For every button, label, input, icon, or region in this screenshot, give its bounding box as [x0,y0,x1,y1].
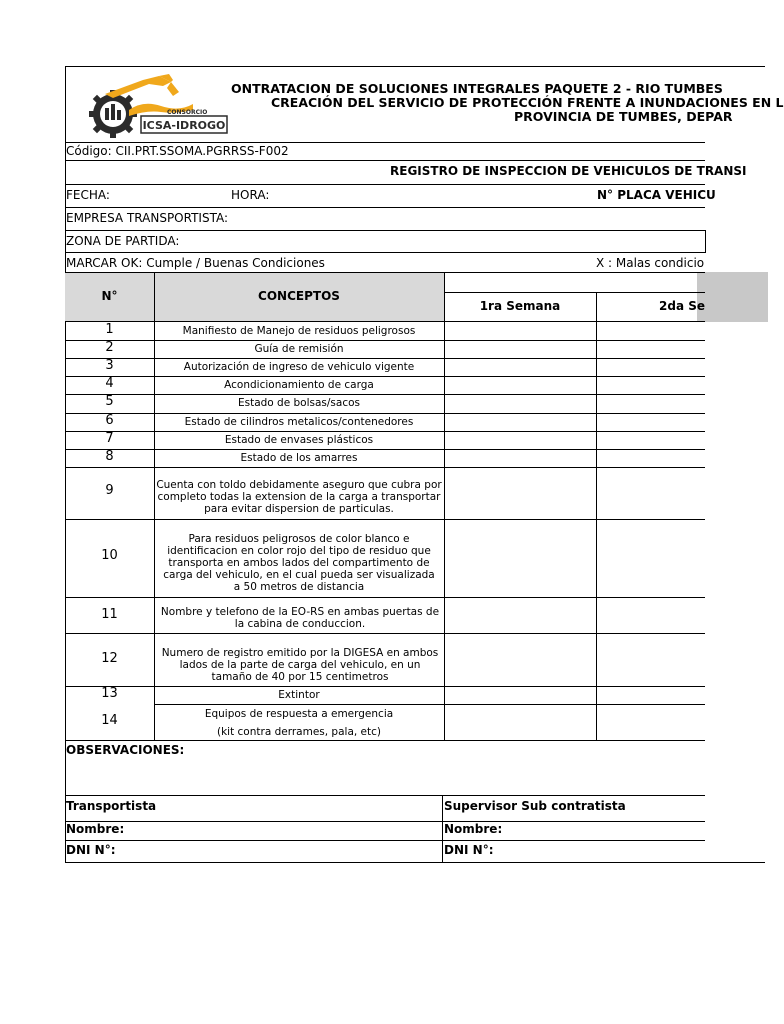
row-concept: Guía de remisión [254,343,344,355]
row-concept: Nombre y telefono de la EO-RS en ambas puertas de la cabina de conduccion. [160,606,440,630]
row-number: 12 [101,651,118,666]
col-n-header: N° [101,289,118,303]
side-gray-panel [697,272,768,322]
row-concept: (kit contra derrames, pala, etc) [216,726,382,738]
row-number: 6 [105,413,114,428]
supervisor-label: Supervisor Sub contratista [444,799,626,813]
hora-label: HORA: [231,188,270,202]
row-number: 14 [101,713,118,728]
supervisor-dni-label: DNI N°: [444,843,494,857]
row-concept: Numero de registro emitido por la DIGESA en ambos lados de la parte de carga del vehiculo, en un tamaño de 40 por 15 centimetros [161,647,439,683]
row-concept: Para residuos peligrosos de color blanco e identificacion en color rojo del tipo de residuo que transporta en ambos lados del compartimento de carga del vehiculo, en el cual pueda ser visualizada a 50 metros de distancia [163,533,435,593]
row-concept: Estado de los amarres [240,452,358,464]
row-number: 10 [101,548,118,563]
row-number: 13 [101,686,118,701]
row-concept: Manifiesto de Manejo de residuos peligrosos [182,325,416,337]
row-number: 3 [105,358,114,373]
transportista-dni-label: DNI N°: [66,843,116,857]
zona-label: ZONA DE PARTIDA: [66,234,180,248]
row-concept: Estado de cilindros metalicos/contenedores [184,416,414,428]
row-number: 1 [105,322,114,337]
row-number: 5 [105,394,114,409]
row-number: 8 [105,449,114,464]
company-logo [83,70,235,140]
header-line-1: ONTRATACION DE SOLUCIONES INTEGRALES PAQUETE 2 - RIO TUMBES [231,81,723,96]
row-concept: Estado de bolsas/sacos [237,397,361,409]
supervisor-nombre-label: Nombre: [444,822,503,836]
row-number: 9 [105,483,114,498]
header-line-3: PROVINCIA DE TUMBES, DEPAR [514,109,733,124]
transportista-label: Transportista [66,799,157,813]
form-title: REGISTRO DE INSPECCION DE VEHICULOS DE TRANSI [390,164,747,178]
legend-x: X : Malas condicio [596,256,705,270]
col-week1-header: 1ra Semana [479,299,561,313]
col-conceptos-header: CONCEPTOS [258,289,340,303]
row-number: 2 [105,340,114,355]
row-concept: Autorización de ingreso de vehiculo vigente [183,361,415,373]
header-line-2: CREACIÓN DEL SERVICIO DE PROTECCIÓN FRENTE A INUNDACIONES EN L [271,95,784,110]
inspection-form [65,66,784,863]
transportista-nombre-label: Nombre: [66,822,125,836]
legend-ok: MARCAR OK: Cumple / Buenas Condiciones [66,256,325,270]
row-concept: Estado de envases plásticos [224,434,374,446]
observaciones-label: OBSERVACIONES: [66,743,185,757]
row-number: 4 [105,376,114,391]
row-concept: Acondicionamiento de carga [224,379,374,391]
logo-name: ICSA-IDROGO [142,119,226,132]
row-number: 7 [105,431,114,446]
excavator-icon [105,74,179,98]
row-concept: Extintor [278,689,320,701]
document-code: Código: CII.PRT.SSOMA.PGRRSS-F002 [66,144,289,158]
logo-consorcio: CONSORCIO [167,109,208,116]
empresa-label: EMPRESA TRANSPORTISTA: [66,211,229,225]
row-concept: Cuenta con toldo debidamente aseguro que cubra por completo todas la extension de la carga a transportar para evitar dispersion de particulas. [156,479,442,515]
placa-label: N° PLACA VEHICU [597,188,716,202]
fecha-label: FECHA: [66,188,110,202]
col-week2-header: 2da Se [659,299,705,313]
row-number: 11 [101,607,118,622]
row-concept: Equipos de respuesta a emergencia [204,708,394,720]
